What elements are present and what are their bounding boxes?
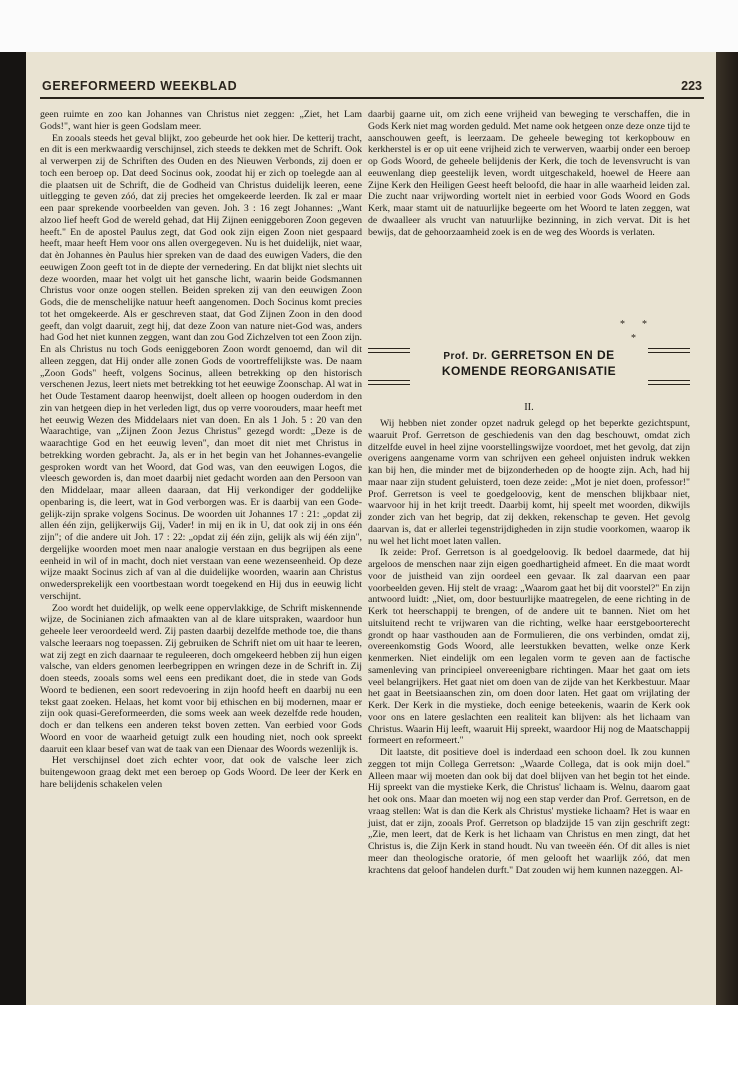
- heading-rule: [648, 384, 690, 385]
- paragraph: geen ruimte en zoo kan Johannes van Christus niet zeggen: „Ziet, het Lam Gods!", want hier is geen Godslam meer.: [40, 109, 362, 132]
- scan-top-margin: [0, 0, 738, 52]
- paragraph: Dit laatste, dit positieve doel is inderdaad een schoon doel. Ik zou kunnen zeggen tot mijn Collega Gerretson: „Waarde Collega, dat is ook mijn doel." Alleen maar wij moeten dan ook bij dat doel blijven van het begin tot het einde. Hij spreekt van die mystieke Kerk, die Christus' lichaam is. Welnu, daarom gaat het ook ons. Maar dan moeten wij nog een stap verder dan Prof. Gerretson, en de vraag stellen: Wat is dan die Kerk als Christus' mystieke lichaam? Het is waar en juist, dat er zijn, zooals Prof. Gerretson op bladzijde 15 van zijn geschrift zegt: „Zie, men leert, dat de Kerk is het lichaam van Christus en men zingt, dat het Christus is, die Zijn Kerk in stand houdt. Nu van tweeën één. Of dit alles is niet meer dan theologische oratorie, óf men gelooft het waarlijk zóó, dat men krachtens dat geloof handelen durft." Dat zouden wij hem kunnen nazeggen. Al-: [368, 747, 690, 876]
- paragraph: daarbij gaarne uit, om zich eene vrijheid van beweging te verschaffen, die in Gods Kerk niet mag worden geduld. Met name ook hetgeen onze deze onze tijd te aanschouwen geeft, is leerzaam. De geheele beweging tot kerkopbouw en kerkherstel is er op uit eene vrijheid zich te verwerven, waarbij onder een beroep op Gods Woord, de geheele belijdenis der Kerk, die toch de levensvrucht is van eeuwenlang diep geestelijk leven, wordt uitgeschakeld, hoewel de Heere aan Zijne Kerk den Heiligen Geest heeft beloofd, die haar in alle waarheid leiden zal. Die zucht naar vrijwording wortelt niet in eerbied voor Gods Woord en Gods Kerk, maar stamt uit de natuurlijke begeerte om het Woord te laten zeggen, wat de dwaalleer als vrucht van natuurlijke bezinning, in zich vervat. Dit is het bewijs, dat de gehoorzaamheid zoek is en de weg des Woords is verlaten.: [368, 109, 690, 238]
- newspaper-page: [26, 52, 716, 1005]
- publication-title: GEREFORMEERD WEEKBLAD: [42, 79, 238, 93]
- heading-rule: [648, 380, 690, 381]
- separator-star: *: [642, 319, 647, 330]
- heading-rule: [368, 380, 410, 381]
- heading-rule: [368, 384, 410, 385]
- article-title: [398, 348, 660, 379]
- scan-right-edge: [716, 52, 738, 1012]
- title-line: KOMENDE REORGANISATIE: [441, 364, 617, 378]
- paragraph: Het verschijnsel doet zich echter voor, dat ook de valsche leer zich buitengewoon graag dekt met een beroep op Gods Woord. De leer der Kerk en hare belijdenis schakelen velen: [40, 755, 362, 790]
- section-number: II.: [524, 402, 534, 413]
- scan-bottom-margin: [0, 1005, 738, 1068]
- page-number: 223: [681, 79, 702, 93]
- running-header: [40, 77, 704, 99]
- separator-star: *: [620, 319, 625, 330]
- title-prefix: Dr.: [472, 351, 488, 362]
- title-line: GERRETSON EN DE: [491, 348, 615, 362]
- paragraph: Wij hebben niet zonder opzet nadruk gelegd op het beperkte gezichtspunt, waaruit Prof. Gerretson de geschiedenis van den dag beschouwt, omdat zich ditzelfde euvel in heel zijne voorstellingswijze voordoet, met het gevolg, dat zijn overigens aangename vorm van schrijven een geheel onjuisten indruk wekken kan bij hen, die minder met de bijzonderheden op de hoogte zijn. Ach, had hij maar naar zijn student geluisterd, toen deze zeide: „Mot je niet doen, professor!" Prof. Gerretson is veel te goedgeloovig, kent de menschen blijkbaar niet, waarvoor hij in het krijt treedt. Daarbij komt, hij speelt met woorden, dikwijls zonder zich van het begrip, dat zij dekken, rekenschap te geven. Het gevolg daarvan is, dat er allerlei tegenstrijdigheden in zijn studie voorkomen, waarop ik nu wel het licht moet laten vallen.: [368, 418, 690, 547]
- separator-star: *: [631, 333, 636, 344]
- scan-left-edge: [0, 52, 26, 1012]
- left-column: [40, 109, 362, 791]
- paragraph: Zoo wordt het duidelijk, op welk eene oppervlakkige, de Schrift miskennende wijze, de Socinianen zich afmaakten van al de klare uitspraken, waardoor hun geheele leer veroordeeld werd. Zij pasten daarbij dezelfde methode toe, die thans valsche leeraars nog toepassen. Zij gebruiken de Schrift niet om uit haar te leeren, wat zij zegt en zich daarnaar te reguleeren, doch omgekeerd hebben zij hun eigen valsche, van elders genomen leerbegrippen en wringen deze in de Schrift in. Zij doen steeds, zooals soms wel eens een predikant doet, die in stede van Gods Woord te bedienen, een soort redevoering in zijn hoofd heeft en daarbij nu een tekst gaat zoeken. Helaas, het komt voor bij ethischen en bij modernen, maar er zijn ook quasi-Gereformeerden, die soms week aan week dezelfde rede houden, doch er dan telkens een anderen tekst boven zetten. Van eerbied voor Gods Woord en voor de waarheid getuigt zulk een houding niet, noch ook spreekt daaruit een klaar besef van wat de taak van een Dienaar des Woords wezenlijk is.: [40, 602, 362, 755]
- paragraph: En zooals steeds het geval blijkt, zoo gebeurde het ook hier. De ketterij tracht, en dit is een merkwaardig verschijnsel, zich steeds te dekken met de Schrift. Ook al verwerpen zij de Schriften des Ouden en des Nieuwen Verbonds, zij doen er toch een beroep op. Dat deed Socinus ook, zoodat hij er zich op toelegde aan al die plaatsen uit de Schrift, die de Godheid van Christus duidelijk leeren, eene uitlegging te geven zóó, dat zij precies het omgekeerde leerden. Ik zal er maar een paar sprekende voorbeelden van geven. Joh. 3 : 16 zegt Johannes: „Want alzoo lief heeft God de wereld gehad, dat Hij Zijnen eeniggeboren Zoon gegeven heeft." En de apostel Paulus zegt, dat God ook zijn eigen Zoon niet gespaard heeft, maar heeft Hem voor ons allen overgegeven. Nu is het duidelijk, niet waar, dat èn Johannes èn Paulus hier spreken van de daad des euwigen Vaders, die den eeuwigen Zoon geeft tot in de diepte der vernedering. En dat blijkt niet slechts uit deze woorden, maar het volgt uit het gansche licht, waarin beide Godsmannen Christus voor onze oogen stellen. Beiden spreken zij van den eeuwigen Zoon Gods, die de menschelijke natuur heeft aangenomen. Doch Socinus komt precies tot het omgekeerde. Als er geschreven staat, dat God Zijnen Zoon in den dood geeft, dan volgt daaruit, zegt hij, dat deze Zoon van nature niet-God was, anders had God het niet kunnen zeggen, want dan zou God Zichzelven tot een Zoon zijn. En als Christus nu toch Gods eeniggeboren Zoon wordt genoemd, dan wil dit alleen zeggen, dat Hij onder alle zonen Gods de voortreffelijkste was. De naam „Zoon Gods" heeft, volgens Socinus, alleen betrekking op den historisch verschenen Jezus, leert niets met betrekking tot het eeuwige Zoonschap. Al wat in het Oude Testament daarop heenwijst, doelt alleen op hoogen ouderdom in den zin van hetgeen diep in het verleden ligt, dus op verre voorouders, maar heeft met het eeuwig Wezen des Middelaars niet van doen. En als 1 Joh. 5 : 20 van den Waarachtige, van „Zijnen Zoon Jezus Christus" gezegd wordt: „Deze is de waarachtige God en het eeuwig leven", dan moet dit niet met Christus in betrekking worden gebracht. Ja, als er in het begin van het Johannes-evangelie gesproken wordt van het Woord, dat God was, van den eeuwigen Logos, die vleesch geworden is, dan moet daarbij niet gedacht worden aan den Persoon van den Middelaar, maar alleen daaraan, dat Hij verkondiger der goddelijke openbaring is, die leert, wat in God verborgen was. Er is daarbij van een Gode-gelijk-zijn sprake volgens Socinus. De woorden uit Johannes 17 : 21: „opdat zij allen één zijn, gelijkerwijs Gij, Vader! in mij en ik in U, dat ook zij in ons één zijn"; of die andere uit Joh. 17 : 22: „opdat zij één zijn, gelijk als wij één zijn", dergelijke woorden moet men naar analogie verstaan en dus begrijpen als eene eenheid in wil of in macht, doch niet verstaan van eene wezenseenheid. Op deze wijze maakt Socinus zich af van al die duidelijke woorden, waarin aan Christus onwedersprekelijk een voortbestaan wordt toegekend en Hij dus in eeuwig licht verschijnt.: [40, 132, 362, 602]
- right-column-article: [368, 418, 690, 876]
- title-prefix: Prof.: [443, 351, 469, 362]
- right-column-top: [368, 109, 690, 238]
- article-heading: [368, 340, 690, 400]
- paragraph: Ik zeide: Prof. Gerretson is al goedgeloovig. Ik bedoel daarmede, dat hij argeloos de menschen naar zijn eigen goedhartigheid afmeet. En die maat wordt voor de juistheid van zijn oordeel een gevaar. Ik zal daarvan een paar voorbeelden geven. Hij stelt de vraag: „Waarom gaat het bij dit voorstel?" En zijn antwoord luidt: „Niet, om, door bestuurlijke maatregelen, de eene richting in de Kerk tot heerschappij te brengen, of de andere uit te bannen. Niet om het uitsluitend recht te vrijwaren van die richting, welke haar eerstgeboorterecht grondt op haar vasthouden aan de Formulieren, die ons verbinden, omdat zij, overeenkomstig Gods Woord, alle leerstukken bevatten, welke onze Kerk kenmerken. Niet eindelijk om een legalen vorm te geven aan de factische samenleving van principieel onvereenigbare richtingen. Maar het gaat om iets veel belangrijkers. Het gaat niet om doen van de zijde van het Kerkbestuur. Maar het gaat in Beetsiaanschen zin, om doen door laten. Het gaat om vrijlating der Kerk. Der Kerk in die mystieke, doch eenige beteekenis, waarin de Kerk ook voor ons en latere geslachten een realiteit kan blijven: als het lichaam van Christus. Waarin Hij leeft, waaruit Hij spreekt, waardoor Hij nog de Maatschappij formeert en reformeert.": [368, 547, 690, 747]
